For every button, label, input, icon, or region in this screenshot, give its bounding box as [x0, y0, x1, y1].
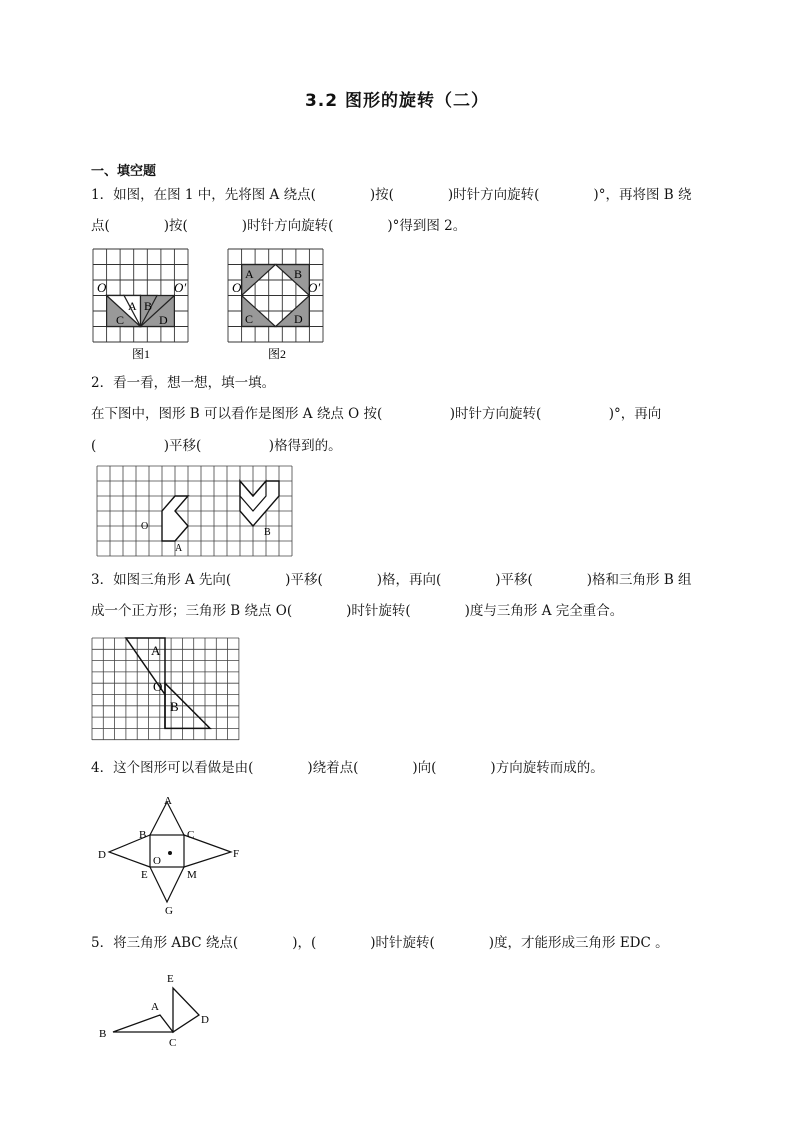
q3-figure	[90, 636, 242, 744]
q5-label-C: C	[169, 1037, 177, 1049]
q3-line1: 3．如图三角形 A 先向( )平移( )格，再向( )平移( )格和三角形 B 组	[91, 572, 692, 588]
q5-line1: 5．将三角形 ABC 绕点( )，( )时针旋转( )度，才能形成三角形 EDC 。	[91, 935, 669, 951]
q2-line2: 在下图中，图形 B 可以看作是图形 A 绕点 O 按( )时针方向旋转( )°，再向	[91, 406, 662, 422]
q4-label-B: B	[139, 829, 147, 841]
fig2-label-O: O	[232, 280, 242, 295]
q3-label-O: O	[153, 679, 163, 694]
q5-label-E: E	[167, 973, 174, 985]
q4-label-D: D	[98, 849, 106, 861]
q3-label-B: B	[170, 699, 179, 714]
fig2-label-D: D	[294, 312, 303, 326]
q2-label-O: O	[141, 521, 149, 532]
fig1-label-D: D	[159, 313, 168, 327]
q2-line1: 2．看一看，想一想，填一填。	[91, 375, 276, 391]
fig2-label-B: B	[294, 267, 303, 281]
q1-figures	[88, 244, 338, 368]
q5-label-A: A	[151, 1001, 159, 1013]
q4-label-O: O	[153, 855, 161, 867]
fig1-caption: 图1	[132, 347, 151, 361]
center-dot	[168, 851, 172, 855]
fig2-label-C: C	[245, 312, 254, 326]
q1-line1: 1．如图，在图 1 中，先将图 A 绕点( )按( )时针方向旋转( )°，再将图 B 绕	[91, 187, 692, 203]
fig2-caption: 图2	[268, 347, 287, 361]
q4-label-A: A	[164, 795, 172, 807]
q3-label-A: A	[151, 643, 161, 658]
q2-line3: ( )平移( )格得到的。	[91, 438, 342, 454]
q4-line1: 4．这个图形可以看做是由( )绕着点( )向( )方向旋转而成的。	[91, 760, 604, 776]
page-title: 3.2 图形的旋转（二）	[304, 91, 490, 111]
fig2-label-O-prime: O′	[308, 280, 321, 295]
fig1-label-A: A	[128, 299, 137, 313]
q2-label-A: A	[175, 543, 183, 554]
q4-label-C: C	[187, 829, 195, 841]
section-heading: 一、填空题	[91, 164, 157, 179]
q4-label-M: M	[187, 869, 197, 881]
fig1-label-C: C	[116, 313, 125, 327]
q4-label-F: F	[233, 848, 240, 860]
q3-line2: 成一个正方形；三角形 B 绕点 O( )时针旋转( )度与三角形 A 完全重合。	[91, 603, 624, 619]
q2-label-B: B	[264, 527, 271, 538]
fig1-label-B: B	[144, 299, 153, 313]
q1-line2: 点( )按( )时针方向旋转( )°得到图 2。	[91, 218, 467, 234]
q4-figure	[95, 790, 255, 920]
q5-figure	[95, 968, 220, 1052]
q5-label-D: D	[201, 1014, 209, 1026]
q4-label-G: G	[165, 905, 173, 917]
fig1-label-O: O	[97, 280, 107, 295]
q5-label-B: B	[99, 1028, 107, 1040]
fig1-label-O-prime: O′	[174, 280, 187, 295]
shape-A	[162, 496, 188, 541]
q2-figure	[95, 464, 300, 560]
fig2-label-A: A	[245, 267, 254, 281]
q4-label-E: E	[141, 869, 148, 881]
